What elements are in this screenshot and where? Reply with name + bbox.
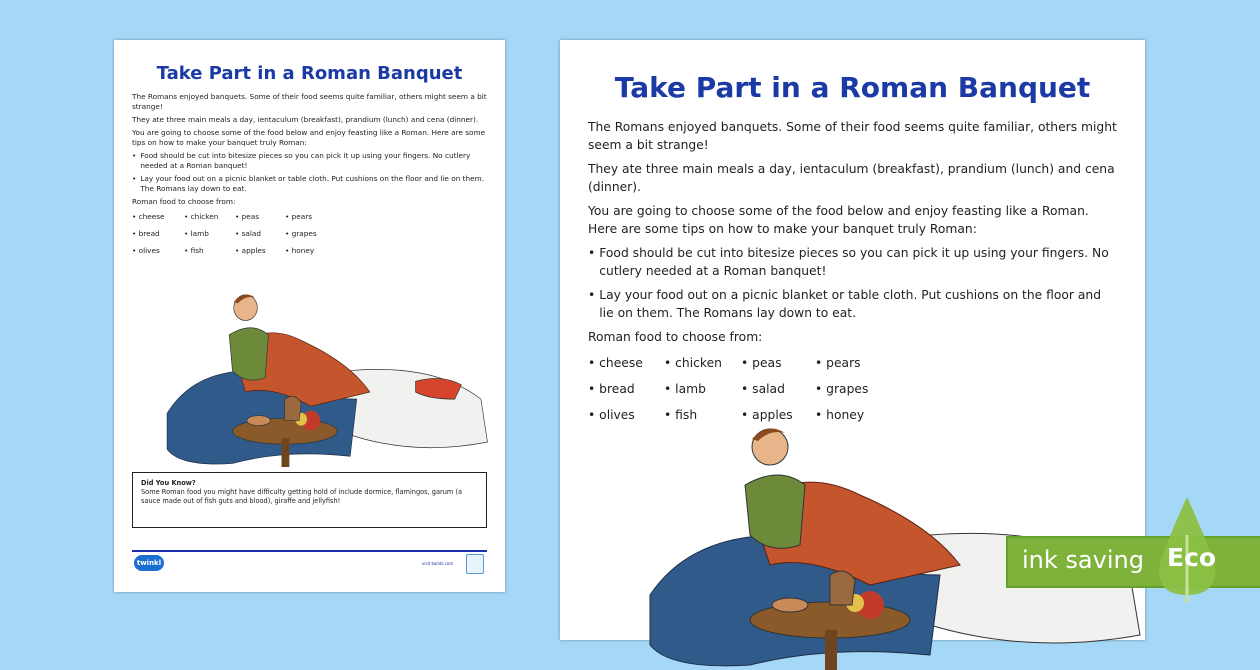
- page-title: Take Part in a Roman Banquet: [614, 71, 1091, 104]
- tip-item: • Food should be cut into bitesize pieces so you can pick it up using your fingers. No cutlery needed at a Roman banquet!: [588, 246, 1109, 278]
- did-you-know-box: [132, 472, 487, 528]
- ink-saving-banner: [1006, 536, 1260, 588]
- tip-item: • Lay your food out on a picnic blanket or table cloth. Put cushions on the floor and lie on them. The Romans lay down to eat.: [588, 288, 1102, 320]
- food-item: • peas: [741, 356, 782, 370]
- footer-divider: [132, 550, 487, 552]
- food-item: • lamb: [664, 382, 706, 396]
- food-list: [588, 354, 1117, 424]
- twinkl-logo: twinkl: [134, 555, 164, 571]
- food-item: • fish: [184, 246, 204, 255]
- food-item: • apples: [741, 408, 793, 422]
- food-list: [132, 212, 487, 256]
- did-you-know-text: Some Roman food you might have difficulty getting hold of include dormice, flamingos, garum (a sauce made out of fish guts and blood), giraffe and jellyfish!: [141, 488, 463, 505]
- tip-item: • Food should be cut into bitesize pieces so you can pick it up using your fingers. No cutlery needed at a Roman banquet!: [132, 151, 471, 170]
- food-heading: Roman food to choose from:: [588, 330, 763, 344]
- food-item: • pears: [285, 212, 313, 221]
- food-item: • peas: [235, 212, 260, 221]
- page-body: [560, 118, 1145, 424]
- food-item: • lamb: [184, 229, 209, 238]
- roman-banquet-illustration: [154, 292, 494, 467]
- food-item: • salad: [741, 382, 785, 396]
- meals-text: They ate three main meals a day, ientaculum (breakfast), prandium (lunch) and cena (dinner).: [132, 115, 479, 124]
- tip-item: • Lay your food out on a picnic blanket or table cloth. Put cushions on the floor and lie on them. The Romans lay down to eat.: [132, 174, 485, 193]
- choose-text: You are going to choose some of the food below and enjoy feasting like a Roman. Here are some tips on how to make your banquet truly Roman:: [132, 128, 486, 147]
- page-title: Take Part in a Roman Banquet: [156, 63, 463, 84]
- food-item: • salad: [235, 229, 262, 238]
- food-item: • grapes: [815, 382, 869, 396]
- intro-text: The Romans enjoyed banquets. Some of their food seems quite familiar, others might seem a bit strange!: [588, 120, 1117, 152]
- food-item: • bread: [132, 229, 160, 238]
- page-body: [114, 92, 505, 256]
- food-item: • grapes: [285, 229, 317, 238]
- food-heading: Roman food to choose from:: [132, 197, 236, 206]
- thumbnail-page[interactable]: [114, 40, 505, 592]
- eco-badge: Eco: [1167, 543, 1217, 572]
- food-item: • honey: [815, 408, 865, 422]
- footer-url: visit twinkl.com: [422, 561, 454, 566]
- food-item: • fish: [664, 408, 698, 422]
- food-item: • olives: [132, 246, 160, 255]
- choose-text: You are going to choose some of the food below and enjoy feasting like a Roman. Here are some tips on how to make your banquet truly Roman:: [588, 204, 1089, 236]
- food-item: • cheese: [132, 212, 165, 221]
- meals-text: They ate three main meals a day, ientaculum (breakfast), prandium (lunch) and cena (dinner).: [588, 162, 1115, 194]
- food-item: • cheese: [588, 356, 643, 370]
- quality-badge-icon: [466, 554, 484, 574]
- food-item: • chicken: [184, 212, 219, 221]
- did-you-know-heading: Did You Know?: [141, 479, 196, 487]
- food-item: • pears: [815, 356, 861, 370]
- intro-text: The Romans enjoyed banquets. Some of their food seems quite familiar, others might seem a bit strange!: [132, 92, 487, 111]
- ink-saving-label: ink saving: [1022, 546, 1144, 574]
- food-item: • olives: [588, 408, 635, 422]
- food-item: • bread: [588, 382, 635, 396]
- food-item: • honey: [285, 246, 315, 255]
- food-item: • apples: [235, 246, 266, 255]
- food-item: • chicken: [664, 356, 722, 370]
